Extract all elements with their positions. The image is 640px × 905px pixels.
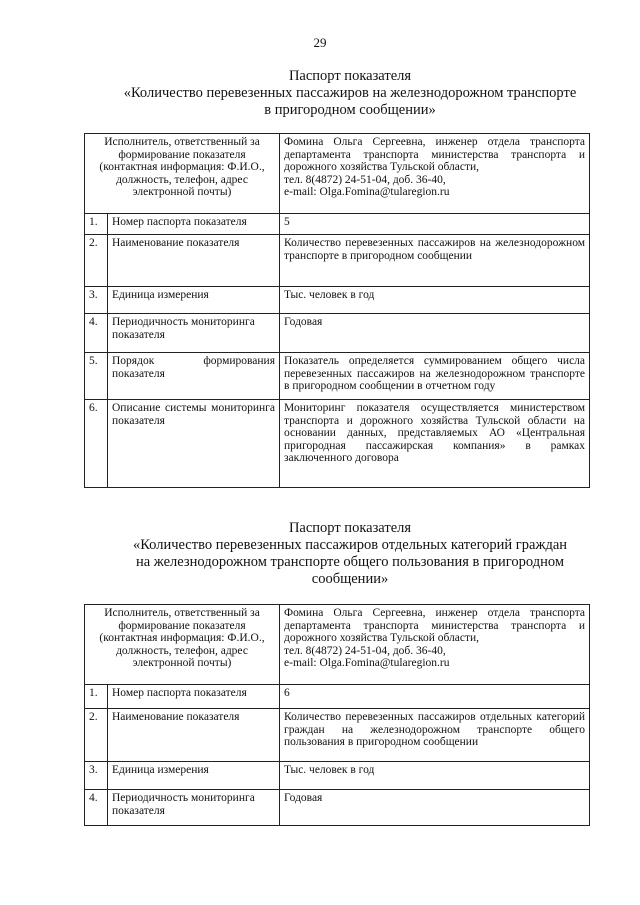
executor-phone: тел. 8(4872) 24-51-04, доб. 36-40, <box>284 173 446 186</box>
executor-name-position: Фомина Ольга Сергеевна, инженер отдела транспорта департамента транспорта министерства транспорта и дорожного хозяйства Тульской области, <box>284 607 586 645</box>
passport1-subtitle-line1: «Количество перевезенных пассажиров на железнодорожном транспорте <box>123 85 577 101</box>
table-row <box>85 235 590 287</box>
row-label: Номер паспорта показателя <box>108 685 280 709</box>
row-number: 6. <box>85 400 108 488</box>
row-value: Показатель определяется суммированием общего числа перевезенных пассажиров на железнодорожном транспорте в пригородном сообщении в отчетном году <box>280 353 590 400</box>
row-number: 1. <box>85 214 108 235</box>
row-number: 1. <box>85 685 108 709</box>
table-row <box>85 709 590 762</box>
executor-row <box>85 605 590 685</box>
passport1-subtitle-line2: в пригородном сообщении» <box>264 102 436 118</box>
row-label: Единица измерения <box>108 762 280 790</box>
passport2-title: Паспорт показателя <box>288 520 412 536</box>
row-label: Наименование показателя <box>108 235 280 287</box>
row-value: Годовая <box>280 790 590 826</box>
row-number: 4. <box>85 790 108 826</box>
passport2-subtitle-line2: на железнодорожном транспорте общего пользования в пригородном <box>135 554 565 570</box>
row-label: Периодичность мониторинга показателя <box>108 314 280 353</box>
table-row <box>85 400 590 488</box>
table-row <box>85 353 590 400</box>
row-label: Периодичность мониторинга показателя <box>108 790 280 826</box>
passport2-subtitle-line1: «Количество перевезенных пассажиров отдельных категорий граждан <box>132 537 568 553</box>
row-value: Годовая <box>280 314 590 353</box>
executor-email: e-mail: Olga.Fomina@tularegion.ru <box>284 186 450 199</box>
row-label: Описание системы мониторинга показателя <box>108 400 280 488</box>
row-value: Количество перевезенных пассажиров отдельных категорий граждан на железнодорожном транспорте общего пользования в пригородном сообщении <box>280 709 590 762</box>
row-value: Тыс. человек в год <box>280 762 590 790</box>
row-number: 4. <box>85 314 108 353</box>
row-value: 5 <box>280 214 590 235</box>
passport2-table <box>84 604 590 826</box>
executor-label: Исполнитель, ответственный за формирование показателя (контактная информация: Ф.И.О., должность, телефон, адрес электронной почты) <box>85 605 280 685</box>
executor-row <box>85 134 590 214</box>
executor-phone: тел. 8(4872) 24-51-04, доб. 36-40, <box>284 644 446 657</box>
passport2-subtitle-line3: сообщении» <box>311 571 389 587</box>
executor-value <box>280 605 590 685</box>
row-value: Количество перевезенных пассажиров на железнодорожном транспорте в пригородном сообщении <box>280 235 590 287</box>
row-number: 3. <box>85 762 108 790</box>
passport1-table <box>84 133 590 488</box>
row-label: Номер паспорта показателя <box>108 214 280 235</box>
row-label: Наименование показателя <box>108 709 280 762</box>
table-row <box>85 685 590 709</box>
page-number: 29 <box>313 35 327 50</box>
table-row <box>85 762 590 790</box>
row-value: Мониторинг показателя осуществляется министерством транспорта и дорожного хозяйства Тульской области на основании данных, представляемых АО «Центральная пригородная пассажирская компания» в рамках заключенного договора <box>280 400 590 488</box>
passport1-heading <box>70 68 630 119</box>
table-row <box>85 790 590 826</box>
row-number: 5. <box>85 353 108 400</box>
executor-label: Исполнитель, ответственный за формирование показателя (контактная информация: Ф.И.О., должность, телефон, адрес электронной почты) <box>85 134 280 214</box>
row-number: 3. <box>85 287 108 314</box>
executor-name-position: Фомина Ольга Сергеевна, инженер отдела транспорта департамента транспорта министерства транспорта и дорожного хозяйства Тульской области, <box>284 136 586 174</box>
passport1-title: Паспорт показателя <box>288 68 412 84</box>
row-number: 2. <box>85 235 108 287</box>
row-label: Порядок формирования показателя <box>108 353 280 400</box>
passport2-heading <box>70 520 630 588</box>
table-row <box>85 287 590 314</box>
row-label: Единица измерения <box>108 287 280 314</box>
table-row <box>85 214 590 235</box>
row-value: Тыс. человек в год <box>280 287 590 314</box>
row-value: 6 <box>280 685 590 709</box>
executor-value <box>280 134 590 214</box>
executor-email: e-mail: Olga.Fomina@tularegion.ru <box>284 657 450 670</box>
table-row <box>85 314 590 353</box>
row-number: 2. <box>85 709 108 762</box>
